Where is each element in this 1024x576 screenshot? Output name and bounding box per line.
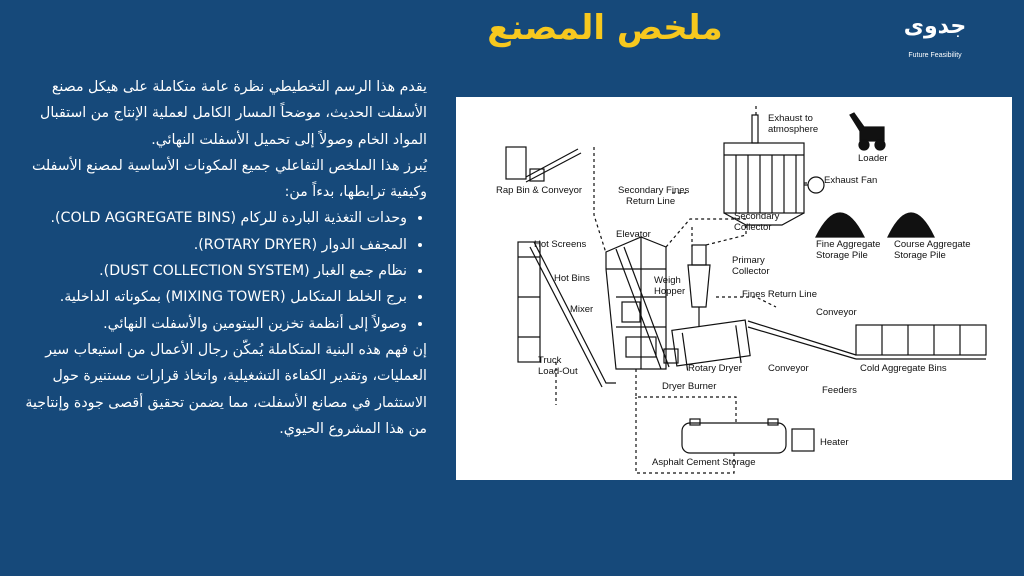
label-heater: Heater (820, 437, 849, 448)
conveyor-shape (748, 321, 856, 359)
label-loader: Loader (858, 153, 888, 164)
label-secondary-collector-2: Collector (734, 222, 772, 233)
components-intro: يُبرز هذا الملخص التفاعلي جميع المكونات الأساسية لمصنع الأسفلت وكيفية ترابطها، بدءاً من: (31, 157, 427, 201)
label-feeders: Feeders (822, 385, 857, 396)
conclusion-paragraph: إن فهم هذه البنية المتكاملة يُمكّن رجال الأعمال من استيعاب سير العمليات، وتقدير الكفاءة التشغيلية، واتخاذ قرارات مستنيرة حول الاستثمار في مصانع الأسفلت، مما يضمن تحقيق أقصى جودة وإنتاجية من هذا المشروع الحيوي. (25, 341, 427, 437)
label-weigh-2: Hopper (654, 286, 686, 297)
rap-bin-conveyor-shape (506, 147, 581, 182)
label-coarse-pile-2: Storage Pile (894, 250, 946, 261)
label-fine-pile-2: Storage Pile (816, 250, 868, 261)
label-fine-pile-1: Fine Aggregate (816, 239, 881, 250)
list-item: • وحدات التغذية الباردة للركام (COLD AGGREGATE BINS). (22, 205, 407, 231)
loader-shape (850, 113, 885, 150)
label-secondary-fines-1: Secondary Fines (618, 185, 690, 196)
label-coarse-pile-1: Course Aggregate (894, 239, 971, 250)
label-elevator: Elevator (616, 229, 651, 240)
asphalt-plant-diagram (456, 97, 1012, 480)
label-exhaust-1: Exhaust to (768, 113, 813, 124)
list-item: • برج الخلط المتكامل (MIXING TOWER) بمكوناته الداخلية. (22, 284, 407, 310)
label-weigh-1: Weigh (654, 275, 681, 286)
label-rap-bin: Rap Bin & Conveyor (496, 185, 583, 196)
elevator-shape (616, 247, 669, 369)
label-conveyor-bottom: Conveyor (768, 363, 809, 374)
label-rotary-dryer: Rotary Dryer (688, 363, 742, 374)
brand-logo (895, 14, 975, 66)
list-item: • وصولاً إلى أنظمة تخزين البيتومين والأسفلت النهائي. (22, 311, 407, 337)
asphalt-storage-shape (682, 419, 786, 453)
primary-collector-shape (688, 245, 710, 327)
list-item: • المجفف الدوار (ROTARY DRYER). (22, 232, 407, 258)
label-hot-bins: Hot Bins (554, 273, 590, 284)
label-hot-screens: Hot Screens (534, 239, 587, 250)
label-secondary-collector-1: Secondary (734, 211, 780, 222)
summary-text (22, 74, 427, 442)
exhaust-fan-shape (804, 177, 824, 193)
label-secondary-fines-2: Return Line (626, 196, 676, 207)
label-asphalt-storage: Asphalt Cement Storage (652, 457, 756, 468)
page-title: ملخص المصنع (487, 8, 723, 48)
label-primary-collector-1: Primary (732, 255, 765, 266)
heater-shape (792, 429, 814, 451)
label-dryer-burner: Dryer Burner (662, 381, 717, 392)
label-truck-2: Load-Out (538, 366, 578, 377)
logo-tagline: Future Feasibility (908, 52, 962, 59)
fine-aggregate-pile (816, 213, 864, 237)
label-conveyor-top: Conveyor (816, 307, 857, 318)
label-truck-1: Truck (538, 355, 562, 366)
label-primary-collector-2: Collector (732, 266, 770, 277)
intro-paragraph: يقدم هذا الرسم التخطيطي نظرة عامة متكاملة على هيكل مصنع الأسفلت الحديث، موضحاً المسار الكامل لعملية الإنتاج من استقبال المواد الخام وصولاً إلى تحميل الأسفلت النهائي. (40, 79, 427, 148)
label-cold-bins: Cold Aggregate Bins (860, 363, 947, 374)
label-exhaust-2: atmosphere (768, 124, 819, 135)
components-list (22, 205, 427, 336)
list-item: • نظام جمع الغبار (DUST COLLECTION SYSTEM). (22, 258, 407, 284)
label-mixer: Mixer (570, 304, 594, 315)
label-fines-return: Fines Return Line (742, 289, 817, 300)
coarse-aggregate-pile (888, 213, 934, 237)
label-exhaust-fan: Exhaust Fan (824, 175, 878, 186)
logo-wordmark: جدوى (903, 14, 967, 39)
cold-bins-shape (856, 325, 986, 359)
